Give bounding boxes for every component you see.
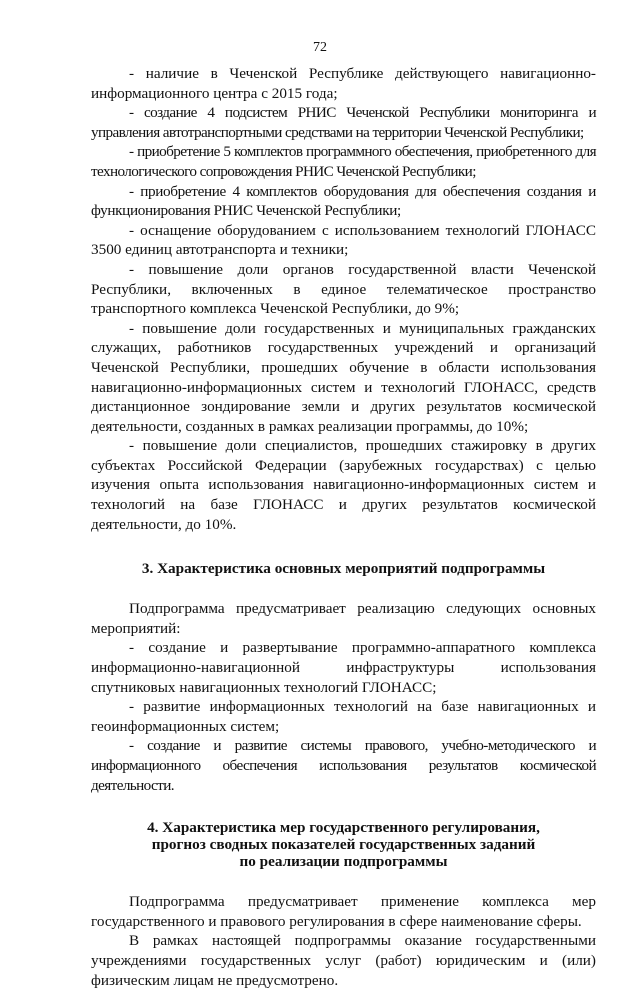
- list-item: - повышение доли государственных и муниципальных гражданских служащих, работников государственных учреждений и организаций Чеченской Республики, прошедших обучение в области использования навигационно-информационных систем и технологий ГЛОНАСС, средств дистанционное зондирование земли и других результатов космической деятельности, созданных в рамках реализации программы, до 10%;: [91, 319, 596, 435]
- section-heading-line: по реализации подпрограммы: [239, 853, 448, 871]
- list-item: - оснащение оборудованием с использованием технологий ГЛОНАСС 3500 единиц автотранспорта и техники;: [91, 221, 596, 259]
- section-intro: Подпрограмма предусматривает реализацию следующих основных мероприятий:: [91, 600, 596, 637]
- list-item: - повышение доли органов государственной власти Чеченской Республики, включенных в единое телематическое пространство транспортного комплекса Чеченской Республики, до 9%;: [91, 260, 596, 318]
- list-item: - создание 4 подсистем РНИС Чеченской Республики мониторинга и управления автотранспортными средствами на территории Чеченской Республики;: [91, 104, 596, 141]
- list-item: - развитие информационных технологий на базе навигационных и геоинформационных систем;: [91, 698, 596, 735]
- list-item: - приобретение 4 комплектов оборудования для обеспечения создания и функционирования РНИС Чеченской Республики;: [91, 182, 596, 220]
- list-item: - приобретение 5 комплектов программного обеспечения, приобретенного для технологического сопровождения РНИС Чеченской Республики;: [91, 143, 596, 180]
- list-item: - наличие в Чеченской Республике действующего навигационно-информационного центра с 2015 года;: [91, 65, 596, 102]
- paragraph: В рамках настоящей подпрограммы оказание государственными учреждениями государственных услуг (работ) юридическим и (или) физическим лицам не предусмотрено.: [91, 932, 596, 989]
- page-content: [91, 64, 596, 990]
- paragraph: Подпрограмма предусматривает применение комплекса мер государственного и правового регулирования в сфере наименование сферы.: [91, 893, 596, 930]
- page-number: 72: [313, 40, 327, 55]
- list-item: - создание и развитие системы правового, учебно-методического и информационного обеспечения использования результатов космической деятельности.: [91, 737, 596, 794]
- list-item: - повышение доли специалистов, прошедших стажировку в других субъектах Российской Федерации (зарубежных государствах) с целью изучения опыта использования навигационно-информационных систем и технологий на базе ГЛОНАСС и других результатов космической деятельности, до 10%.: [91, 437, 596, 533]
- section-heading-line: прогноз сводных показателей государственных заданий: [151, 836, 536, 854]
- section-heading: 3. Характеристика основных мероприятий подпрограммы: [141, 560, 546, 578]
- section-heading-line: 4. Характеристика мер государственного регулирования,: [147, 819, 540, 837]
- list-item: - создание и развертывание программно-аппаратного комплекса информационно-навигационной инфраструктуры использования спутниковых навигационных технологий ГЛОНАСС;: [91, 639, 596, 696]
- section-heading: [91, 819, 596, 870]
